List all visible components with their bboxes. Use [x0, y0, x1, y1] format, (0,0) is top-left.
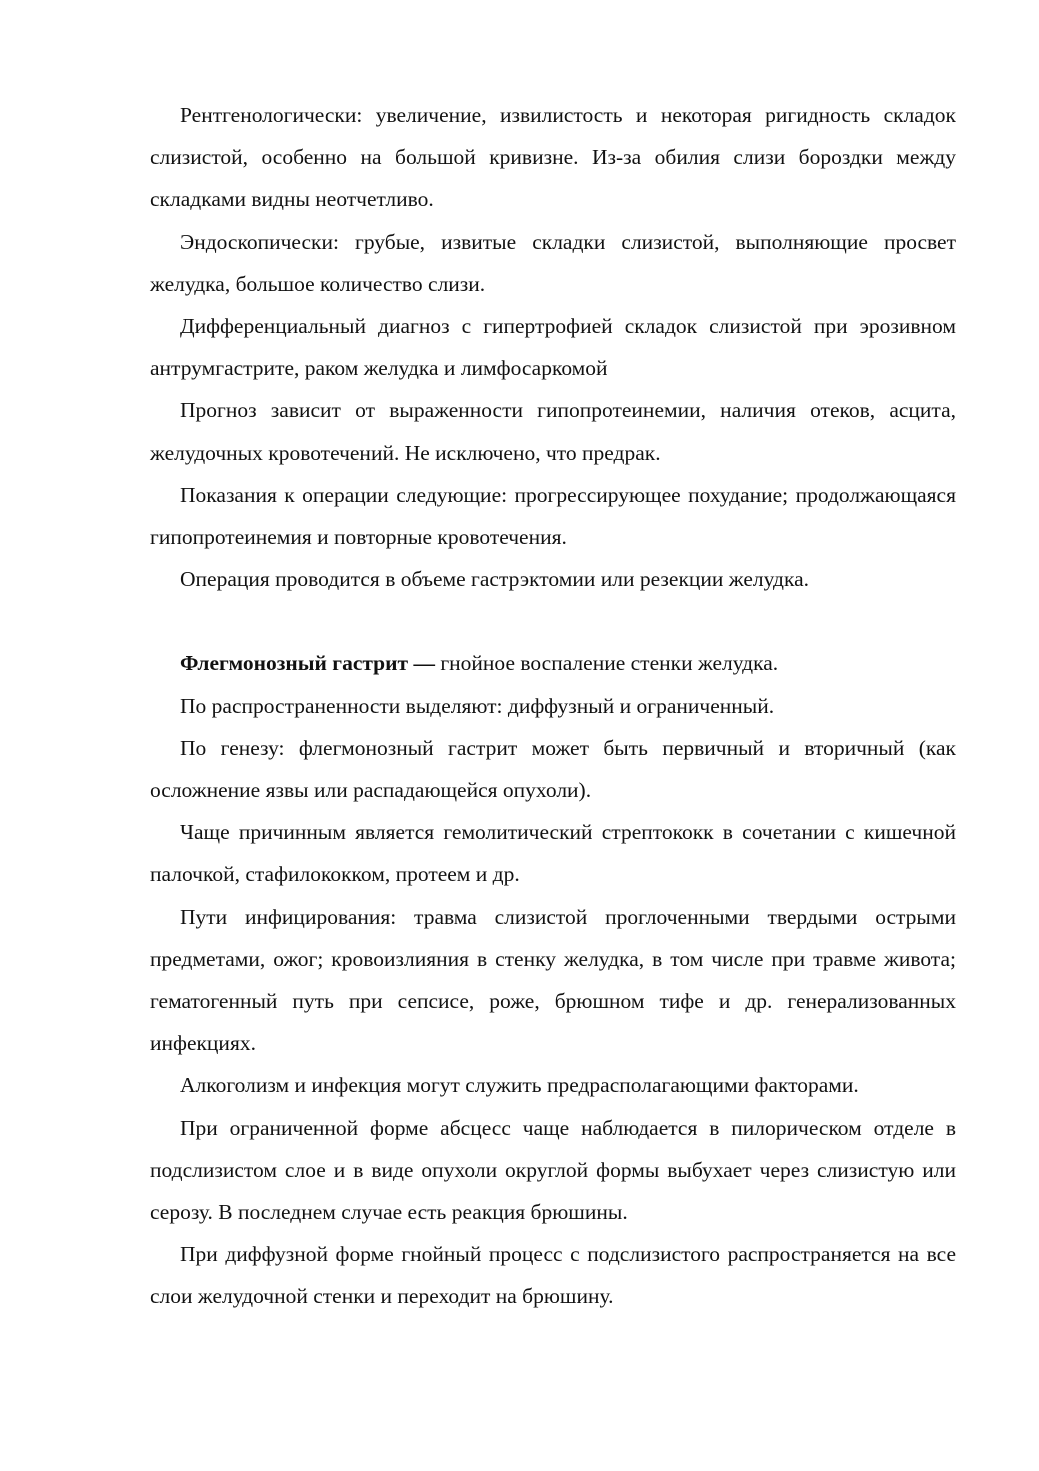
- paragraph-radiology: Рентгенологически: увеличение, извилистость и некоторая ригидность складок слизистой, особенно на большой кривизне. Из-за обилия слизи бороздки между складками видны неотчетливо.: [150, 103, 956, 212]
- document-body: [150, 94, 956, 1318]
- paragraph-genesis: По генезу: флегмонозный гастрит может быть первичный и вторичный (как осложнение язвы или распадающейся опухоли).: [150, 735, 956, 803]
- paragraph-limited-form: При ограниченной форме абсцесс чаще наблюдается в пилорическом отделе в подслизистом слое и в виде опухоли округлой формы выбухает через слизистую или серозу. В последнем случае есть реакция брюшины.: [150, 1115, 956, 1225]
- section-spacer: [150, 600, 956, 642]
- paragraph-differential-diagnosis: Дифференциальный диагноз с гипертрофией складок слизистой при эрозивном антрумгастрите, раком желудка и лимфосаркомой: [150, 314, 956, 381]
- paragraph-infection-routes: Пути инфицирования: травма слизистой проглоченными твердыми острыми предметами, ожог; кровоизлияния в стенку желудка, в том числе при травме живота; гематогенный путь при сепсисе, роже, брюшном тифе и др. генерализованных инфекциях.: [150, 904, 956, 1056]
- paragraph-diffuse-form: При диффузной форме гнойный процесс с подслизистого распространяется на все слои желудочной стенки и переходит на брюшину.: [150, 1242, 956, 1309]
- paragraph-endoscopy: Эндоскопически: грубые, извитые складки слизистой, выполняющие просвет желудка, большое количество слизи.: [150, 229, 956, 296]
- paragraph-causes: Чаще причинным является гемолитический стрептококк в сочетании с кишечной палочкой, стафилококком, протеем и др.: [150, 820, 956, 887]
- section-definition: гнойное воспаление стенки желудка.: [434, 651, 779, 676]
- section-term: Флегмонозный гастрит —: [180, 651, 435, 676]
- paragraph-predisposing-factors: Алкоголизм и инфекция могут служить предрасполагающими факторами.: [180, 1073, 859, 1098]
- paragraph-prevalence: По распространенности выделяют: диффузный и ограниченный.: [180, 693, 775, 718]
- section-heading-paragraph: [150, 642, 956, 684]
- paragraph-prognosis: Прогноз зависит от выраженности гипопротеинемии, наличия отеков, асцита, желудочных кровотечений. Не исключено, что предрак.: [150, 398, 956, 465]
- paragraph-indications: Показания к операции следующие: прогрессирующее похудание; продолжающаяся гипопротеинемия и повторные кровотечения.: [150, 482, 956, 550]
- paragraph-operation: Операция проводится в объеме гастрэктомии или резекции желудка.: [180, 567, 810, 592]
